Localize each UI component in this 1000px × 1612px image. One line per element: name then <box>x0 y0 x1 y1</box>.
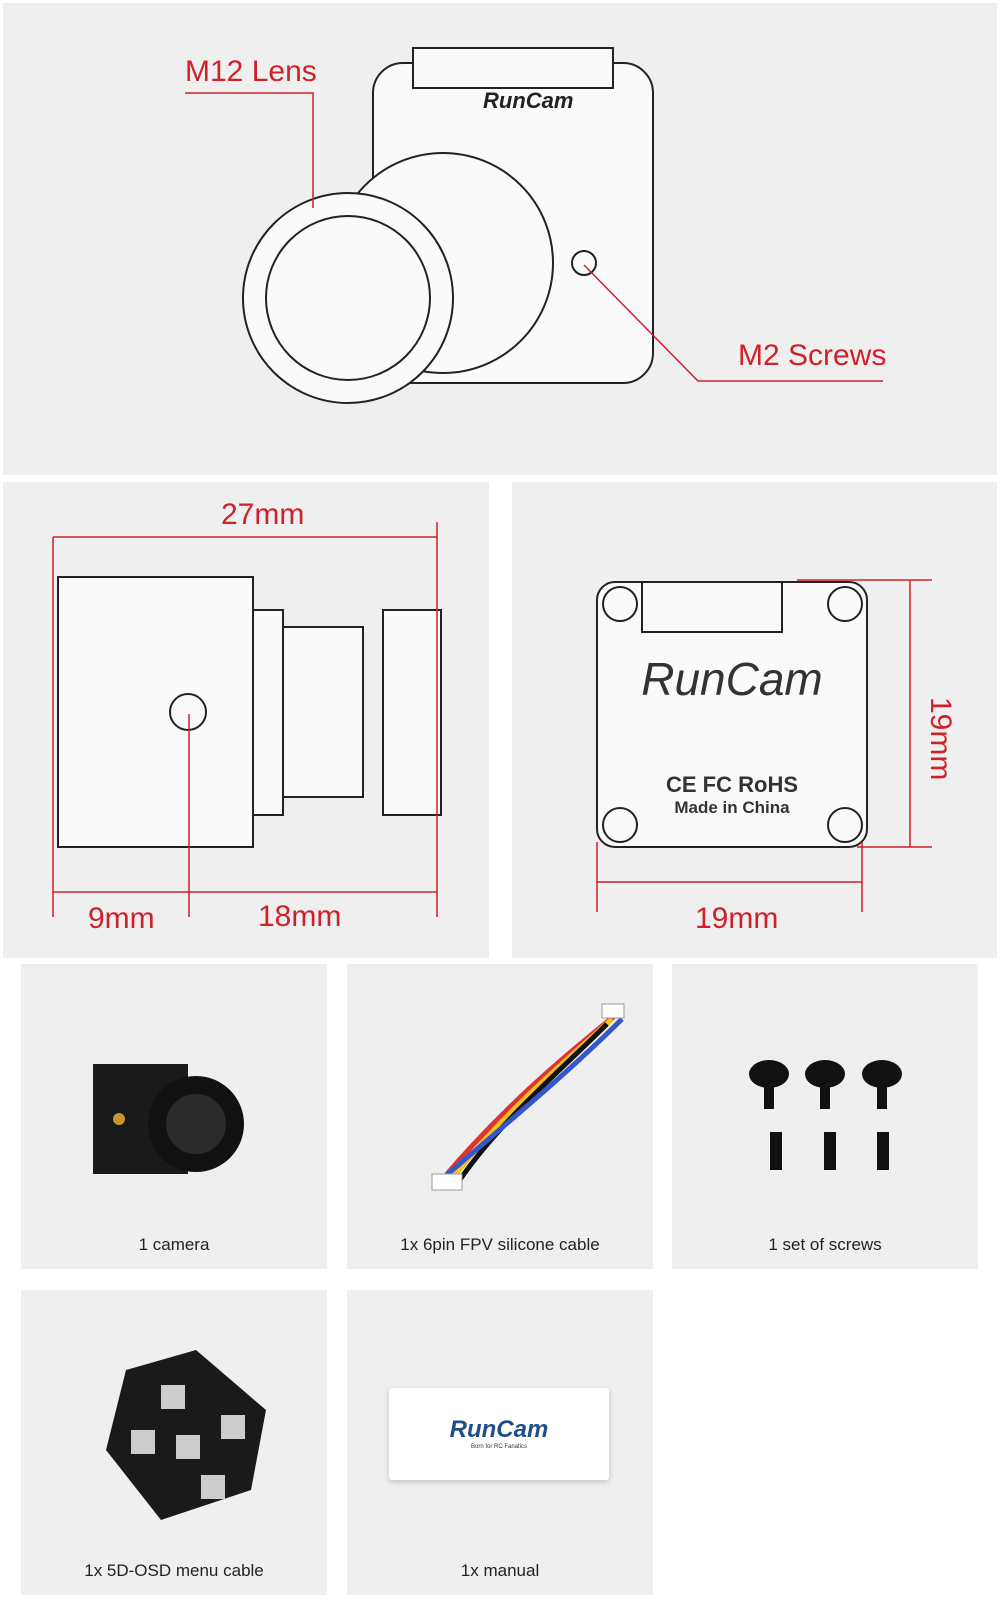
package-item-cable <box>347 964 653 1269</box>
manual-tagline: Born for RC Fanatics <box>470 1444 528 1450</box>
caption: 1 camera <box>138 1235 210 1254</box>
cert-marks: CE FC RoHS <box>666 772 798 797</box>
back-view-panel <box>512 482 997 958</box>
front-width-label: 9mm <box>88 902 155 935</box>
lens-width-label: 18mm <box>258 900 342 933</box>
camera-line-drawing <box>3 3 997 475</box>
side-view-panel <box>3 482 489 958</box>
caption: 1x 5D-OSD menu cable <box>84 1561 264 1580</box>
caption: 1x 6pin FPV silicone cable <box>400 1235 600 1254</box>
package-item-osd-cable <box>21 1290 327 1595</box>
total-width-label: 27mm <box>221 498 305 531</box>
brand-logo: RunCam <box>483 88 574 113</box>
screws-icon <box>672 964 978 1269</box>
camera-icon <box>21 964 327 1269</box>
width-label: 19mm <box>695 902 779 935</box>
package-item-screws <box>672 964 978 1269</box>
cable-icon <box>347 964 653 1269</box>
back-brand: RunCam <box>641 653 823 705</box>
height-label: 19mm <box>924 697 957 781</box>
manual-icon <box>389 1388 609 1480</box>
screws-label: M2 Screws <box>738 339 887 372</box>
osd-board-icon <box>21 1290 327 1595</box>
side-view-drawing <box>3 482 489 958</box>
caption: 1x manual <box>460 1561 540 1580</box>
caption: 1 set of screws <box>768 1235 882 1254</box>
hero-panel <box>3 3 997 475</box>
lens-label: M12 Lens <box>185 55 317 88</box>
package-item-camera <box>21 964 327 1269</box>
manual-brand: RunCam <box>449 1416 549 1443</box>
origin-text: Made in China <box>674 798 790 817</box>
package-item-manual <box>347 1290 653 1595</box>
